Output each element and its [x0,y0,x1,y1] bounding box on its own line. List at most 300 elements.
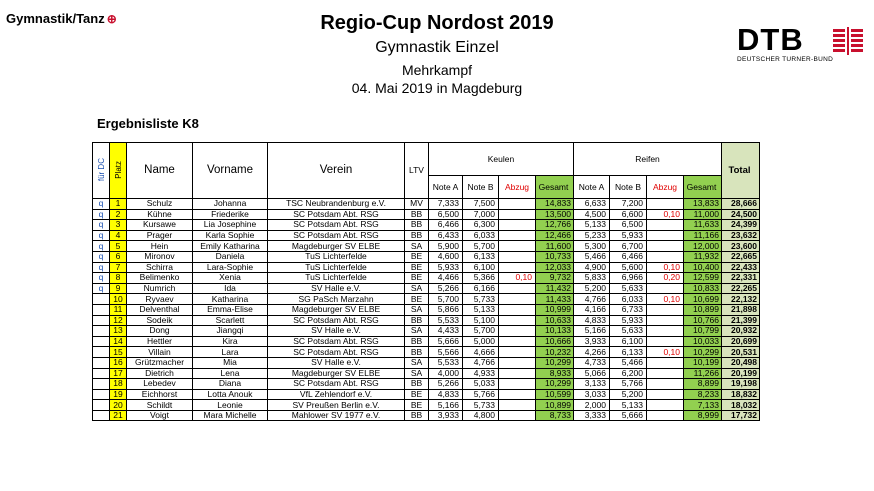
table-row [93,347,760,358]
fuer-dc-cell: q [93,273,110,284]
fuer-dc-cell [93,410,110,421]
reifen-abzug-cell [647,336,684,347]
keulen-note-b-cell: 4,800 [463,410,499,421]
table-row [93,220,760,231]
table-row [93,304,760,315]
keulen-note-a-cell: 6,466 [429,220,463,231]
table-row [93,400,760,411]
keulen-abzug-cell [499,241,536,252]
vorname-cell: Kira [193,336,268,347]
table-row [93,199,760,210]
reifen-note-a-cell: 5,300 [574,241,610,252]
vorname-cell: Lara-Sophie [193,262,268,273]
header-reifen: Reifen [574,143,722,176]
header-ltv: LTV [405,143,429,199]
name-cell: Voigt [127,410,193,421]
table-row [93,368,760,379]
keulen-abzug-cell [499,209,536,220]
keulen-gesamt-cell: 10,133 [536,326,574,337]
verein-cell: VfL Zehlendorf e.V. [268,389,405,400]
platz-cell: 21 [110,410,127,421]
platz-cell: 8 [110,273,127,284]
keulen-gesamt-cell: 10,299 [536,379,574,390]
keulen-note-a-cell: 5,933 [429,262,463,273]
reifen-note-a-cell: 3,133 [574,379,610,390]
ltv-cell: BB [405,315,429,326]
ltv-cell: BE [405,251,429,262]
keulen-gesamt-cell: 10,733 [536,251,574,262]
keulen-note-a-cell: 5,166 [429,400,463,411]
reifen-note-a-cell: 5,200 [574,283,610,294]
reifen-abzug-cell: 0,10 [647,209,684,220]
keulen-gesamt-cell: 10,232 [536,347,574,358]
name-cell: Prager [127,230,193,241]
reifen-gesamt-cell: 11,000 [684,209,722,220]
fuer-dc-cell: q [93,283,110,294]
name-cell: Schulz [127,199,193,210]
platz-cell: 16 [110,357,127,368]
keulen-gesamt-cell: 10,599 [536,389,574,400]
verein-cell: SC Potsdam Abt. RSG [268,209,405,220]
name-cell: Kühne [127,209,193,220]
keulen-note-a-cell: 5,533 [429,357,463,368]
reifen-note-a-cell: 4,766 [574,294,610,305]
results-heading: Ergebnisliste K8 [97,116,199,131]
keulen-note-b-cell: 5,000 [463,336,499,347]
total-cell: 22,433 [722,262,760,273]
ltv-cell: SA [405,241,429,252]
keulen-note-a-cell: 5,266 [429,379,463,390]
keulen-gesamt-cell: 11,433 [536,294,574,305]
verein-cell: TuS Lichterfelde [268,273,405,284]
reifen-note-b-cell: 6,100 [610,336,647,347]
name-cell: Hein [127,241,193,252]
reifen-gesamt-cell: 8,233 [684,389,722,400]
keulen-gesamt-cell: 11,600 [536,241,574,252]
verein-cell: TuS Lichterfelde [268,251,405,262]
keulen-gesamt-cell: 9,732 [536,273,574,284]
header-verein: Verein [268,143,405,199]
reifen-note-b-cell: 5,200 [610,389,647,400]
keulen-note-a-cell: 7,333 [429,199,463,210]
keulen-abzug-cell [499,262,536,273]
keulen-abzug-cell [499,315,536,326]
keulen-note-b-cell: 5,700 [463,326,499,337]
reifen-note-a-cell: 3,933 [574,336,610,347]
keulen-note-b-cell: 7,000 [463,209,499,220]
reifen-abzug-cell [647,241,684,252]
table-row [93,379,760,390]
verein-cell: TSC Neubrandenburg e.V. [268,199,405,210]
keulen-abzug-cell [499,400,536,411]
reifen-gesamt-cell: 12,000 [684,241,722,252]
reifen-abzug-cell [647,357,684,368]
reifen-abzug-cell [647,326,684,337]
name-cell: Sodeik [127,315,193,326]
keulen-note-b-cell: 6,300 [463,220,499,231]
table-row [93,251,760,262]
vorname-cell: Katharina [193,294,268,305]
keulen-gesamt-cell: 13,500 [536,209,574,220]
verein-cell: Magdeburger SV ELBE [268,368,405,379]
reifen-note-b-cell: 6,133 [610,347,647,358]
total-cell: 24,500 [722,209,760,220]
platz-cell: 14 [110,336,127,347]
name-cell: Delventhal [127,304,193,315]
reifen-note-a-cell: 6,633 [574,199,610,210]
vorname-cell: Diana [193,379,268,390]
reifen-note-a-cell: 3,033 [574,389,610,400]
vorname-cell: Mia [193,357,268,368]
dtb-logo [737,24,867,63]
reifen-note-a-cell: 5,133 [574,220,610,231]
name-cell: Schildt [127,400,193,411]
reifen-abzug-cell: 0,20 [647,273,684,284]
reifen-abzug-cell [647,251,684,262]
reifen-gesamt-cell: 8,999 [684,410,722,421]
keulen-abzug-cell [499,230,536,241]
ltv-cell: BE [405,389,429,400]
total-cell: 28,666 [722,199,760,210]
verein-cell: TuS Lichterfelde [268,262,405,273]
reifen-note-b-cell: 6,966 [610,273,647,284]
platz-cell: 6 [110,251,127,262]
ltv-cell: SA [405,326,429,337]
keulen-gesamt-cell: 11,432 [536,283,574,294]
event-date-location: 04. Mai 2019 in Magdeburg [351,80,523,96]
platz-cell: 1 [110,199,127,210]
reifen-abzug-cell [647,410,684,421]
keulen-note-a-cell: 5,700 [429,294,463,305]
reifen-note-a-cell: 5,233 [574,230,610,241]
table-row [93,209,760,220]
keulen-note-b-cell: 5,133 [463,304,499,315]
dtb-logo-word: DTB [737,22,804,57]
results-table [92,142,760,421]
keulen-note-a-cell: 6,500 [429,209,463,220]
table-row [93,336,760,347]
verein-cell: SC Potsdam Abt. RSG [268,379,405,390]
reifen-gesamt-cell: 11,266 [684,368,722,379]
keulen-abzug-cell [499,251,536,262]
verein-cell: Magdeburger SV ELBE [268,241,405,252]
ltv-cell: BB [405,379,429,390]
verein-cell: SC Potsdam Abt. RSG [268,220,405,231]
platz-cell: 20 [110,400,127,411]
vorname-cell: Lia Josephine [193,220,268,231]
fuer-dc-cell [93,389,110,400]
platz-cell: 4 [110,230,127,241]
keulen-note-a-cell: 5,900 [429,241,463,252]
fuer-dc-cell: q [93,220,110,231]
fuer-dc-cell [93,336,110,347]
keulen-note-a-cell: 4,833 [429,389,463,400]
total-cell: 21,399 [722,315,760,326]
verein-cell: Mahlower SV 1977 e.V. [268,410,405,421]
reifen-gesamt-cell: 8,899 [684,379,722,390]
table-row [93,294,760,305]
reifen-gesamt-cell: 11,932 [684,251,722,262]
header-reifen-gesamt: Gesamt [684,176,722,199]
header-vorname: Vorname [193,143,268,199]
page-subtitle: Gymnastik Einzel [375,39,499,56]
platz-cell: 3 [110,220,127,231]
keulen-note-b-cell: 6,133 [463,251,499,262]
name-cell: Lebedev [127,379,193,390]
keulen-note-b-cell: 7,500 [463,199,499,210]
name-cell: Kursawe [127,220,193,231]
reifen-note-b-cell: 6,466 [610,251,647,262]
vorname-cell: Friederike [193,209,268,220]
total-cell: 20,498 [722,357,760,368]
keulen-note-a-cell: 5,666 [429,336,463,347]
table-row [93,389,760,400]
keulen-note-b-cell: 5,033 [463,379,499,390]
keulen-note-b-cell: 5,366 [463,273,499,284]
reifen-abzug-cell [647,400,684,411]
name-cell: Dong [127,326,193,337]
name-cell: Eichhorst [127,389,193,400]
table-row [93,283,760,294]
header-reifen-abzug: Abzug [647,176,684,199]
reifen-abzug-cell [647,389,684,400]
reifen-note-b-cell: 5,666 [610,410,647,421]
keulen-note-b-cell: 5,766 [463,389,499,400]
reifen-gesamt-cell: 11,633 [684,220,722,231]
keulen-note-a-cell: 5,866 [429,304,463,315]
platz-cell: 2 [110,209,127,220]
keulen-gesamt-cell: 12,466 [536,230,574,241]
total-cell: 22,265 [722,283,760,294]
ltv-cell: SA [405,283,429,294]
keulen-note-b-cell: 4,666 [463,347,499,358]
reifen-note-a-cell: 5,466 [574,251,610,262]
ltv-cell: BB [405,410,429,421]
table-row [93,273,760,284]
reifen-gesamt-cell: 10,033 [684,336,722,347]
verein-cell: SC Potsdam Abt. RSG [268,347,405,358]
name-cell: Ryvaev [127,294,193,305]
ltv-cell: BB [405,336,429,347]
platz-cell: 15 [110,347,127,358]
reifen-abzug-cell [647,199,684,210]
vorname-cell: Ida [193,283,268,294]
total-cell: 20,199 [722,368,760,379]
verein-cell: SC Potsdam Abt. RSG [268,315,405,326]
keulen-note-b-cell: 5,733 [463,400,499,411]
header-keulen-gesamt: Gesamt [536,176,574,199]
vorname-cell: Scarlett [193,315,268,326]
reifen-note-b-cell: 6,033 [610,294,647,305]
keulen-gesamt-cell: 10,999 [536,304,574,315]
vorname-cell: Emily Katharina [193,241,268,252]
ltv-cell: SA [405,368,429,379]
reifen-abzug-cell [647,379,684,390]
total-cell: 22,132 [722,294,760,305]
name-cell: Grützmacher [127,357,193,368]
total-cell: 20,932 [722,326,760,337]
keulen-note-b-cell: 6,033 [463,230,499,241]
keulen-abzug-cell [499,410,536,421]
keulen-abzug-cell [499,294,536,305]
fuer-dc-cell: q [93,209,110,220]
keulen-gesamt-cell: 10,633 [536,315,574,326]
ltv-cell: BB [405,230,429,241]
reifen-note-a-cell: 4,500 [574,209,610,220]
table-row [93,410,760,421]
keulen-note-a-cell: 5,566 [429,347,463,358]
platz-cell: 13 [110,326,127,337]
keulen-note-a-cell: 6,433 [429,230,463,241]
fuer-dc-cell: q [93,262,110,273]
ltv-cell: BB [405,209,429,220]
reifen-note-a-cell: 4,733 [574,357,610,368]
reifen-note-a-cell: 5,166 [574,326,610,337]
keulen-note-a-cell: 4,000 [429,368,463,379]
total-cell: 17,732 [722,410,760,421]
reifen-abzug-cell [647,368,684,379]
reifen-gesamt-cell: 10,766 [684,315,722,326]
reifen-gesamt-cell: 13,833 [684,199,722,210]
vorname-cell: Mara Michelle [193,410,268,421]
vorname-cell: Leonie [193,400,268,411]
vorname-cell: Xenia [193,273,268,284]
platz-cell: 11 [110,304,127,315]
turner-cross-red-icon [833,27,863,55]
name-cell: Mironov [127,251,193,262]
reifen-abzug-cell [647,230,684,241]
keulen-note-a-cell: 5,266 [429,283,463,294]
reifen-abzug-cell: 0,10 [647,294,684,305]
keulen-abzug-cell [499,368,536,379]
reifen-gesamt-cell: 10,899 [684,304,722,315]
total-cell: 20,531 [722,347,760,358]
reifen-note-b-cell: 5,633 [610,326,647,337]
turner-cross-icon: ⊕ [106,12,117,26]
reifen-gesamt-cell: 7,133 [684,400,722,411]
table-row [93,262,760,273]
reifen-note-b-cell: 5,766 [610,379,647,390]
keulen-gesamt-cell: 12,766 [536,220,574,231]
reifen-note-b-cell: 5,600 [610,262,647,273]
header-keulen-note-b: Note B [463,176,499,199]
reifen-note-b-cell: 6,500 [610,220,647,231]
total-cell: 21,898 [722,304,760,315]
name-cell: Belimenko [127,273,193,284]
reifen-note-a-cell: 2,000 [574,400,610,411]
keulen-note-b-cell: 6,166 [463,283,499,294]
page-title: Regio-Cup Nordost 2019 [320,12,554,34]
keulen-note-a-cell: 4,600 [429,251,463,262]
reifen-gesamt-cell: 10,400 [684,262,722,273]
reifen-note-a-cell: 4,833 [574,315,610,326]
reifen-note-b-cell: 6,600 [610,209,647,220]
platz-cell: 19 [110,389,127,400]
keulen-note-b-cell: 5,100 [463,315,499,326]
vorname-cell: Karla Sophie [193,230,268,241]
platz-cell: 7 [110,262,127,273]
fuer-dc-cell [93,315,110,326]
platz-cell: 10 [110,294,127,305]
name-cell: Numrich [127,283,193,294]
name-cell: Villain [127,347,193,358]
keulen-note-a-cell: 3,933 [429,410,463,421]
vorname-cell: Daniela [193,251,268,262]
table-row [93,241,760,252]
reifen-note-a-cell: 3,333 [574,410,610,421]
reifen-note-b-cell: 6,200 [610,368,647,379]
total-cell: 22,331 [722,273,760,284]
reifen-note-a-cell: 5,066 [574,368,610,379]
reifen-note-a-cell: 5,833 [574,273,610,284]
vorname-cell: Lotta Anouk [193,389,268,400]
reifen-gesamt-cell: 11,166 [684,230,722,241]
keulen-note-b-cell: 6,100 [463,262,499,273]
total-cell: 22,665 [722,251,760,262]
fuer-dc-cell [93,368,110,379]
reifen-note-a-cell: 4,166 [574,304,610,315]
fuer-dc-cell [93,347,110,358]
keulen-abzug-cell [499,347,536,358]
reifen-abzug-cell: 0,10 [647,262,684,273]
keulen-note-b-cell: 5,733 [463,294,499,305]
header-fuer-dc: für DC [93,143,110,199]
keulen-gesamt-cell: 10,299 [536,357,574,368]
reifen-abzug-cell [647,304,684,315]
verein-cell: SC Potsdam Abt. RSG [268,336,405,347]
reifen-note-b-cell: 7,200 [610,199,647,210]
verein-cell: SC Potsdam Abt. RSG [268,230,405,241]
fuer-dc-cell: q [93,230,110,241]
ltv-cell: BE [405,400,429,411]
keulen-abzug-cell [499,326,536,337]
fuer-dc-cell [93,400,110,411]
reifen-abzug-cell [647,283,684,294]
header-total: Total [722,143,760,199]
reifen-note-b-cell: 5,933 [610,230,647,241]
reifen-gesamt-cell: 12,599 [684,273,722,284]
total-cell: 23,632 [722,230,760,241]
keulen-abzug-cell [499,389,536,400]
keulen-note-b-cell: 5,700 [463,241,499,252]
fuer-dc-cell: q [93,251,110,262]
ltv-cell: BE [405,273,429,284]
reifen-note-b-cell: 6,700 [610,241,647,252]
reifen-gesamt-cell: 10,699 [684,294,722,305]
name-cell: Schirra [127,262,193,273]
keulen-gesamt-cell: 14,833 [536,199,574,210]
keulen-gesamt-cell: 10,899 [536,400,574,411]
header-platz: Platz [110,143,127,199]
reifen-gesamt-cell: 10,833 [684,283,722,294]
fuer-dc-cell [93,304,110,315]
total-cell: 20,699 [722,336,760,347]
vorname-cell: Lena [193,368,268,379]
keulen-note-a-cell: 5,533 [429,315,463,326]
platz-cell: 9 [110,283,127,294]
fuer-dc-cell: q [93,199,110,210]
header-reifen-note-a: Note A [574,176,610,199]
reifen-gesamt-cell: 10,299 [684,347,722,358]
verein-cell: SV Preußen Berlin e.V. [268,400,405,411]
total-cell: 18,032 [722,400,760,411]
keulen-abzug-cell [499,199,536,210]
platz-cell: 17 [110,368,127,379]
table-row [93,230,760,241]
keulen-note-a-cell: 4,433 [429,326,463,337]
keulen-abzug-cell [499,220,536,231]
reifen-gesamt-cell: 10,799 [684,326,722,337]
